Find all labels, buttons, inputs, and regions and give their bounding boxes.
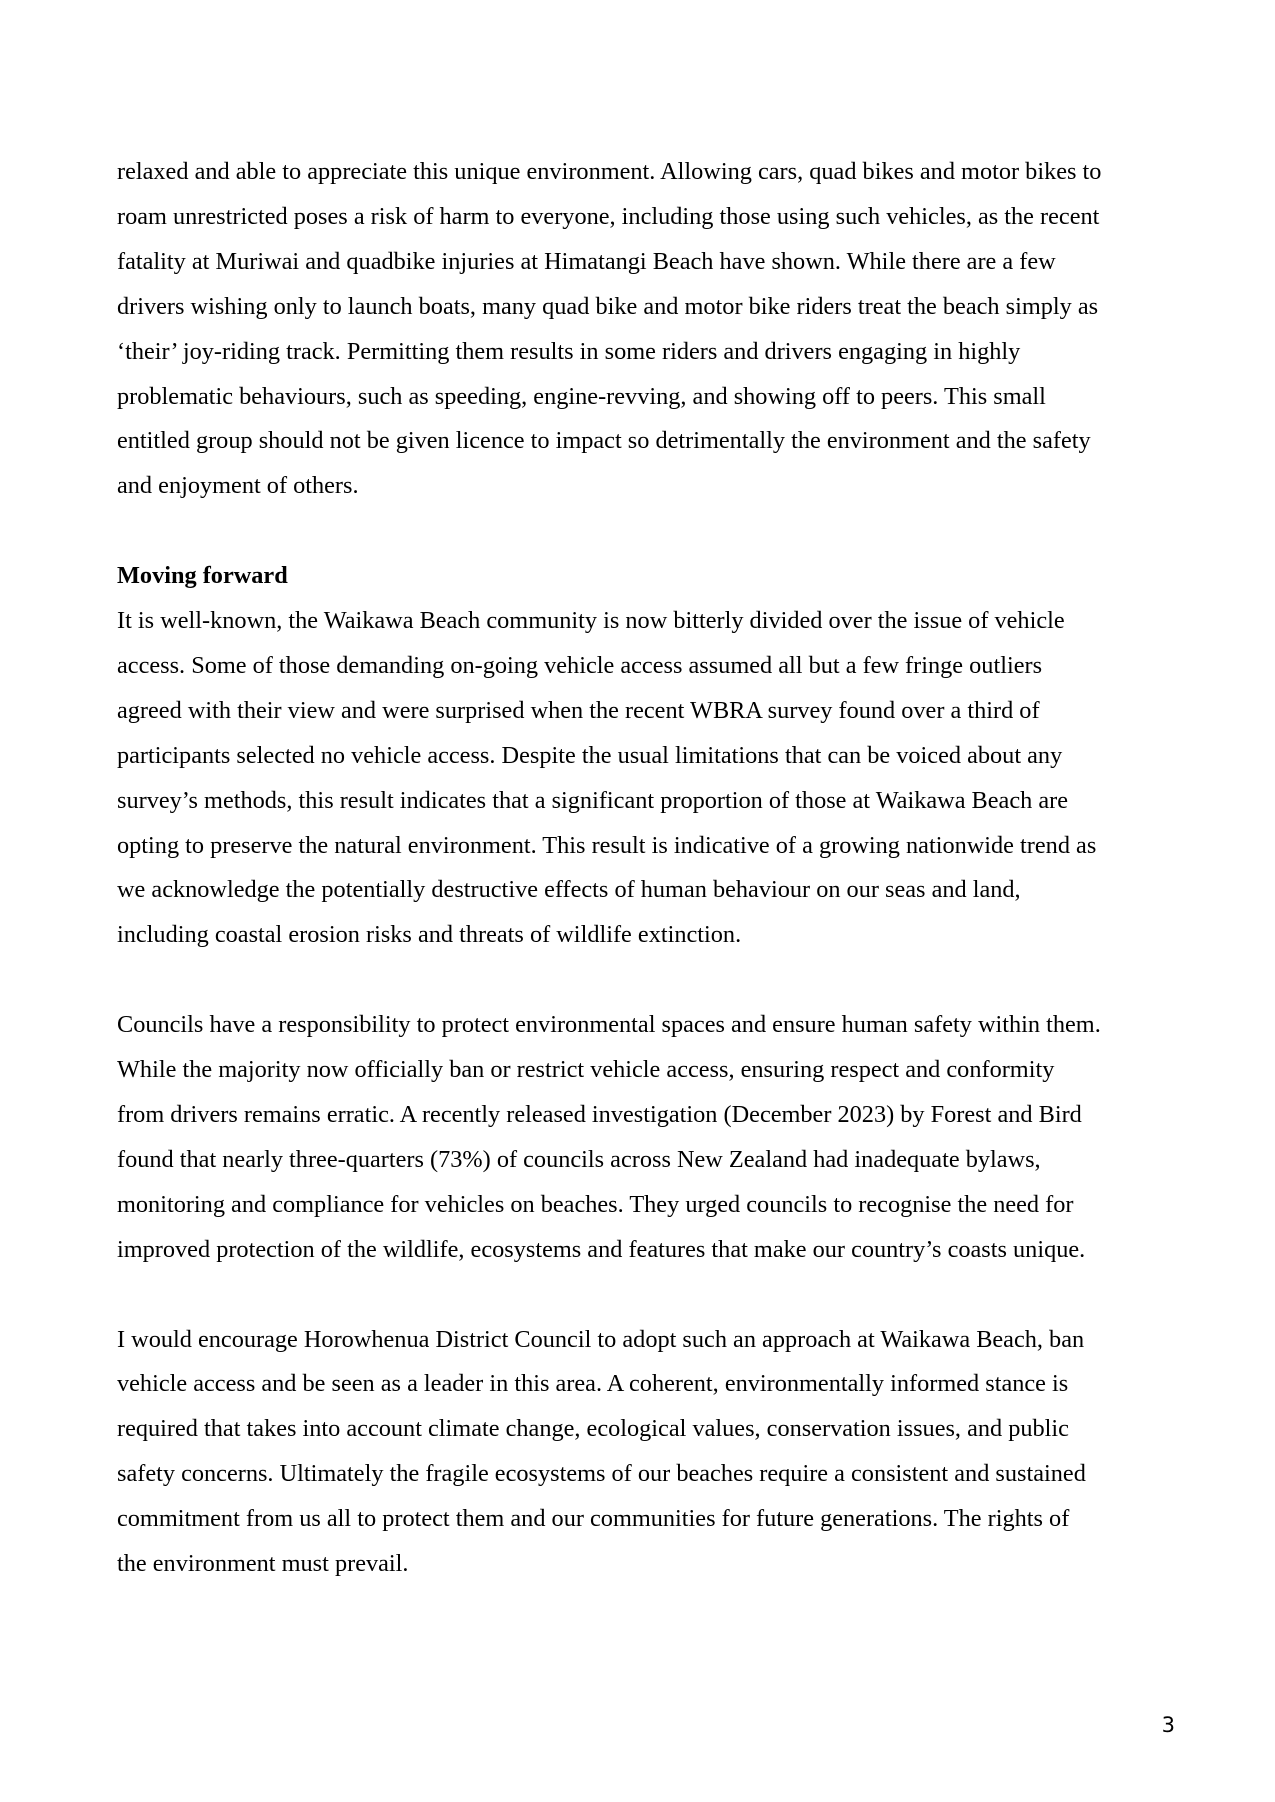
paragraph-moving-forward — [117, 599, 1177, 958]
paragraph-spacer — [117, 1273, 1177, 1318]
text-line: ‘their’ joy-riding track. Permitting them results in some riders and drivers engaging in highly — [117, 337, 1021, 365]
text-line: problematic behaviours, such as speeding, engine-revving, and showing off to peers. This small — [117, 382, 1046, 410]
text-line: relaxed and able to appreciate this unique environment. Allowing cars, quad bikes and motor bikes to — [117, 158, 1102, 185]
text-line: we acknowledge the potentially destructive effects of human behaviour on our seas and land, — [117, 876, 1021, 904]
text-line: drivers wishing only to launch boats, many quad bike and motor bike riders treat the beach simply as — [117, 292, 1099, 320]
text-line: from drivers remains erratic. A recently released investigation (December 2023) by Forest and Bird — [117, 1101, 1082, 1128]
text-line: participants selected no vehicle access. Despite the usual limitations that can be voiced about any — [117, 741, 1063, 769]
text-line: safety concerns. Ultimately the fragile ecosystems of our beaches require a consistent and sustained — [117, 1460, 1086, 1488]
text-line: fatality at Muriwai and quadbike injuries at Himatangi Beach have shown. While there are a few — [117, 247, 1056, 275]
paragraph-spacer — [117, 509, 1177, 554]
text-line: entitled group should not be given licence to impact so detrimentally the environment and the safety — [117, 427, 1091, 455]
paragraph-recommendation — [117, 1318, 1177, 1587]
text-line: Councils have a responsibility to protect environmental spaces and ensure human safety within them. — [117, 1011, 1101, 1039]
text-line: including coastal erosion risks and threats of wildlife extinction. — [117, 921, 742, 949]
paragraph-intro-continuation — [117, 150, 1177, 509]
text-line: survey’s methods, this result indicates that a significant proportion of those at Waikawa Beach are — [117, 786, 1068, 814]
text-line: It is well-known, the Waikawa Beach community is now bitterly divided over the issue of vehicle — [117, 607, 1065, 635]
text-line: While the majority now officially ban or restrict vehicle access, ensuring respect and conformity — [117, 1056, 1055, 1084]
text-line: opting to preserve the natural environment. This result is indicative of a growing nationwide trend as — [117, 831, 1097, 859]
text-line: the environment must prevail. — [117, 1550, 409, 1578]
page-number: 3 — [1161, 1713, 1175, 1737]
text-line: roam unrestricted poses a risk of harm to everyone, including those using such vehicles, as the recent — [117, 202, 1100, 230]
text-line: required that takes into account climate change, ecological values, conservation issues, and public — [117, 1415, 1069, 1443]
text-line: access. Some of those demanding on-going vehicle access assumed all but a few fringe outliers — [117, 651, 1043, 679]
text-line: agreed with their view and were surprised when the recent WBRA survey found over a third of — [117, 696, 1040, 724]
text-line: and enjoyment of others. — [117, 472, 359, 500]
text-line: commitment from us all to protect them and our communities for future generations. The rights of — [117, 1505, 1070, 1533]
text-line: vehicle access and be seen as a leader in this area. A coherent, environmentally informed stance is — [117, 1370, 1069, 1398]
paragraph-councils — [117, 1003, 1177, 1272]
text-line: improved protection of the wildlife, ecosystems and features that make our country’s coasts unique. — [117, 1235, 1086, 1263]
text-line: monitoring and compliance for vehicles on beaches. They urged councils to recognise the need for — [117, 1190, 1074, 1218]
paragraph-spacer — [117, 958, 1177, 1003]
section-heading: Moving forward — [117, 562, 288, 590]
text-line: found that nearly three-quarters (73%) of councils across New Zealand had inadequate bylaws, — [117, 1145, 1041, 1173]
text-line: I would encourage Horowhenua District Council to adopt such an approach at Waikawa Beach, ban — [117, 1325, 1085, 1353]
document-body — [117, 150, 1177, 1587]
